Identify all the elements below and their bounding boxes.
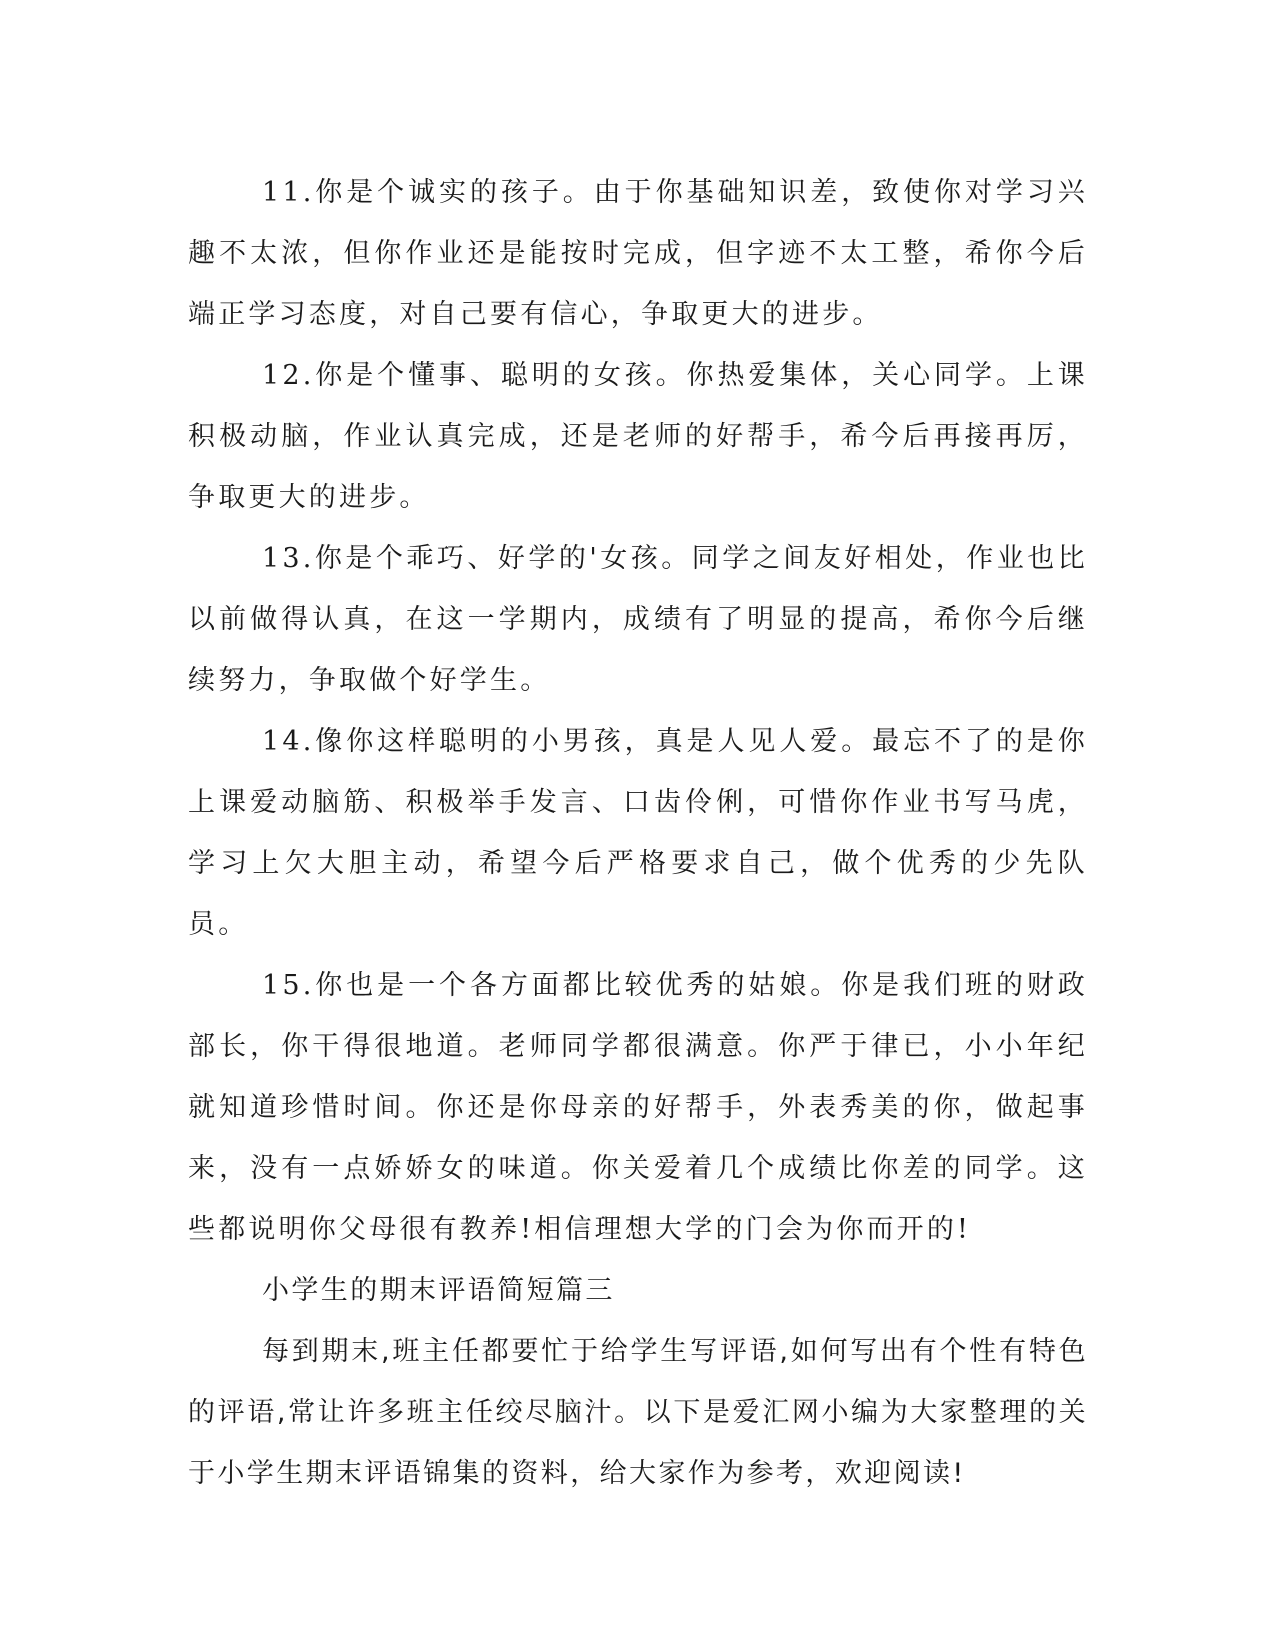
section-heading: 小学生的期末评语简短篇三 xyxy=(262,1275,615,1306)
comment-paragraph-14: 14.像你这样聪明的小男孩，真是人见人爱。最忘不了的是你上课爱动脑筋、积极举手发言、口齿伶俐，可惜你作业书写马虎，学习上欠大胆主动，希望今后严格要求自己，做个优秀的少先队员。 xyxy=(188,726,1088,940)
document-body xyxy=(188,162,1088,1504)
comment-paragraph-12: 12.你是个懂事、聪明的女孩。你热爱集体，关心同学。上课积极动脑，作业认真完成，还是老师的好帮手，希今后再接再厉，争取更大的进步。 xyxy=(188,360,1088,513)
intro-paragraph: 每到期末,班主任都要忙于给学生写评语,如何写出有个性有特色的评语,常让许多班主任绞尽脑汁。以下是爱汇网小编为大家整理的关于小学生期末评语锦集的资料，给大家作为参考，欢迎阅读! xyxy=(188,1336,1088,1489)
comment-paragraph-15: 15.你也是一个各方面都比较优秀的姑娘。你是我们班的财政部长，你干得很地道。老师同学都很满意。你严于律已，小小年纪就知道珍惜时间。你还是你母亲的好帮手，外表秀美的你，做起事来，没有一点娇娇女的味道。你关爱着几个成绩比你差的同学。这些都说明你父母很有教养!相信理想大学的门会为你而开的! xyxy=(188,970,1088,1245)
comment-paragraph-13: 13.你是个乖巧、好学的'女孩。同学之间友好相处，作业也比以前做得认真，在这一学期内，成绩有了明显的提高，希你今后继续努力，争取做个好学生。 xyxy=(188,543,1088,696)
comment-paragraph-11: 11.你是个诚实的孩子。由于你基础知识差，致使你对学习兴趣不太浓，但你作业还是能按时完成，但字迹不太工整，希你今后端正学习态度，对自己要有信心，争取更大的进步。 xyxy=(188,177,1088,330)
